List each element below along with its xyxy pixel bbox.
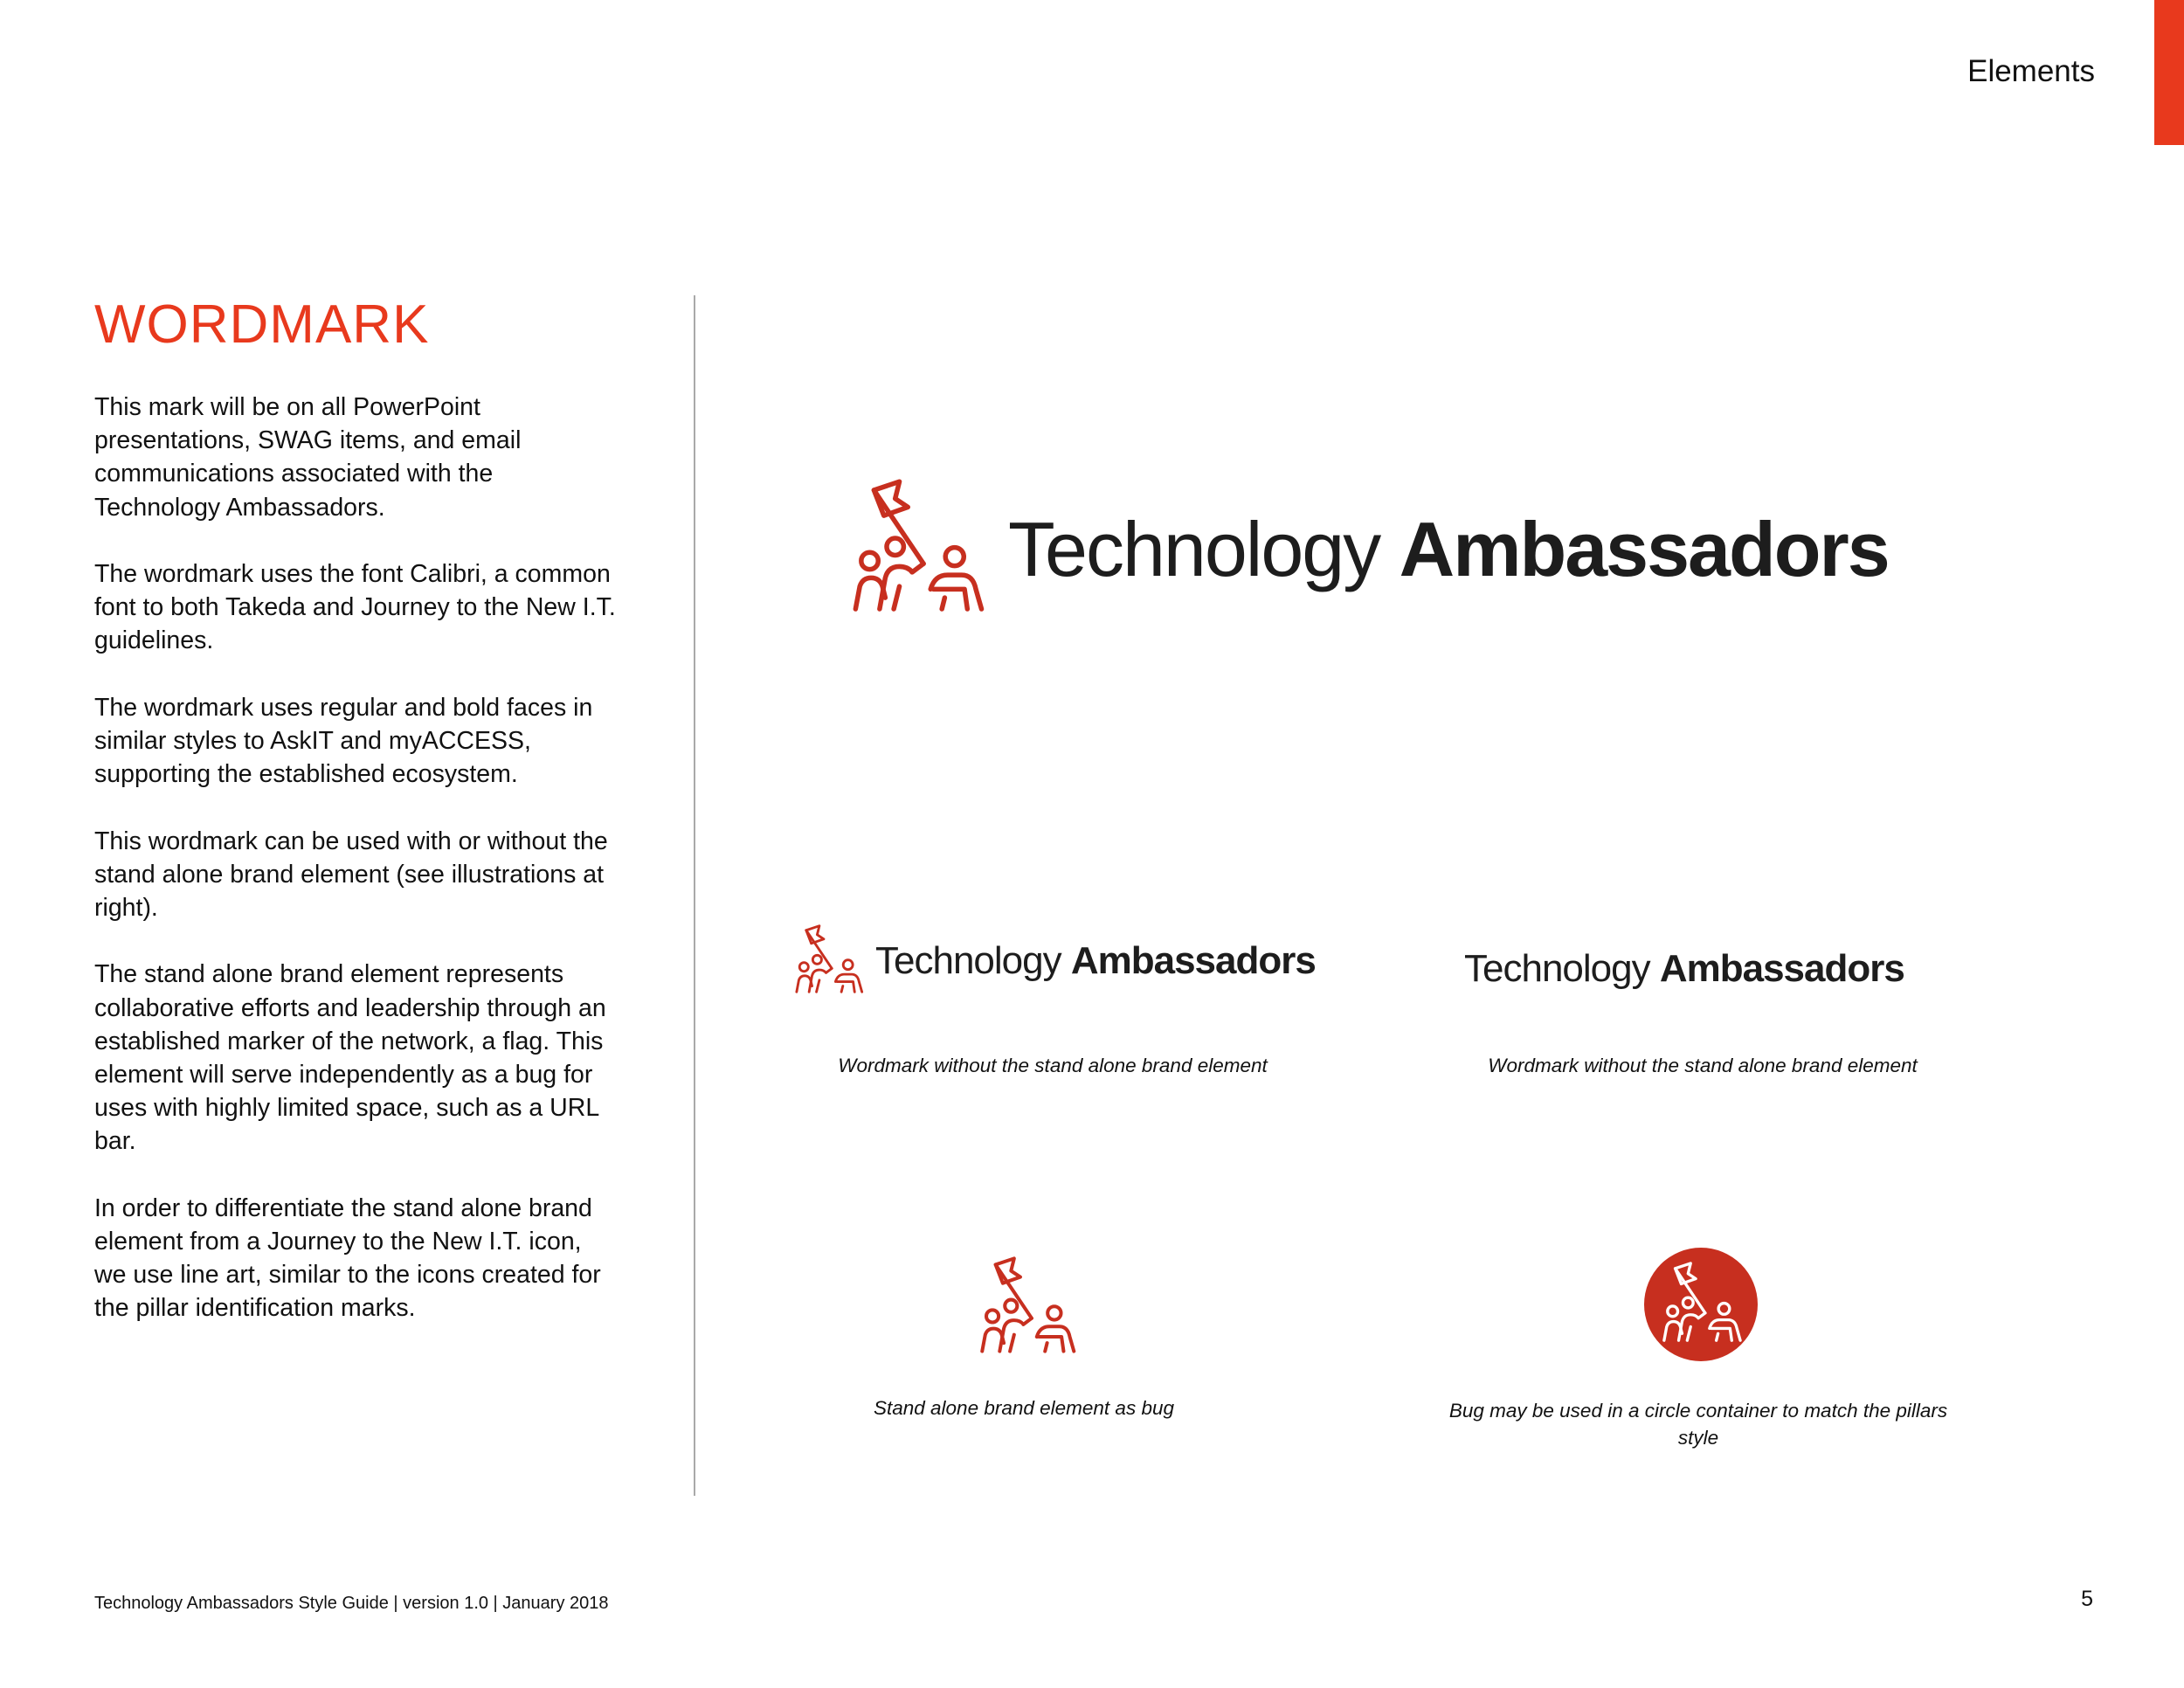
flag-people-icon (975, 1256, 1078, 1359)
wordmark-regular: Technology (1464, 947, 1650, 990)
wordmark-without-element (1464, 947, 1904, 991)
caption-bug: Stand alone brand element as bug (873, 1397, 1174, 1419)
column-divider (694, 295, 695, 1496)
wordmark-regular: Technology (875, 939, 1061, 982)
section-tab-marker (2154, 0, 2184, 145)
paragraph: The stand alone brand element represents collaborative efforts and leadership through an established marker of the network, a flag. This element will serve independently as a bug for uses with highly limited space, such as a URL bar. (94, 960, 606, 1156)
wordmark-bold: Ambassadors (1659, 947, 1904, 990)
caption-wordmark-with-element: Wordmark without the stand alone brand element (838, 1055, 1268, 1076)
body-text (94, 391, 619, 1359)
caption-wordmark-without-element: Wordmark without the stand alone brand element (1488, 1055, 1918, 1076)
wordmark-regular: Technology (1008, 506, 1380, 592)
flag-people-icon (846, 479, 987, 620)
wordmark-text (1008, 505, 1889, 594)
paragraph: This wordmark can be used with or without the stand alone brand element (see illustrations at right). (94, 827, 608, 922)
wordmark-bold: Ambassadors (1399, 506, 1889, 592)
paragraph: In order to differentiate the stand alone brand element from a Journey to the New I.T. icon, we use line art, similar to the icons created for the pillar identification marks. (94, 1193, 601, 1323)
paragraph: The wordmark uses the font Calibri, a common font to both Takeda and Journey to the New I.T. guidelines. (94, 560, 616, 655)
section-label: Elements (1967, 54, 2095, 88)
primary-wordmark (846, 479, 1889, 620)
wordmark-text (1464, 947, 1904, 991)
wordmark-with-element (791, 924, 1316, 998)
flag-people-icon (1658, 1262, 1744, 1347)
bug-circle-container (1644, 1248, 1758, 1361)
caption-bug-circle: Bug may be used in a circle container to match the pillars style (1448, 1400, 1948, 1449)
wordmark-text (875, 939, 1316, 983)
page-heading: WORDMARK (94, 294, 430, 355)
footer-text: Technology Ambassadors Style Guide | version 1.0 | January 2018 (94, 1594, 609, 1613)
flag-people-icon (791, 924, 865, 998)
paragraph: This mark will be on all PowerPoint presentations, SWAG items, and email communications associated with the Technology Ambassadors. (94, 393, 522, 522)
page-number: 5 (2081, 1587, 2093, 1611)
wordmark-bold: Ambassadors (1070, 939, 1316, 982)
paragraph: The wordmark uses regular and bold faces in similar styles to AskIT and myACCESS, supporting the established ecosystem. (94, 693, 593, 789)
